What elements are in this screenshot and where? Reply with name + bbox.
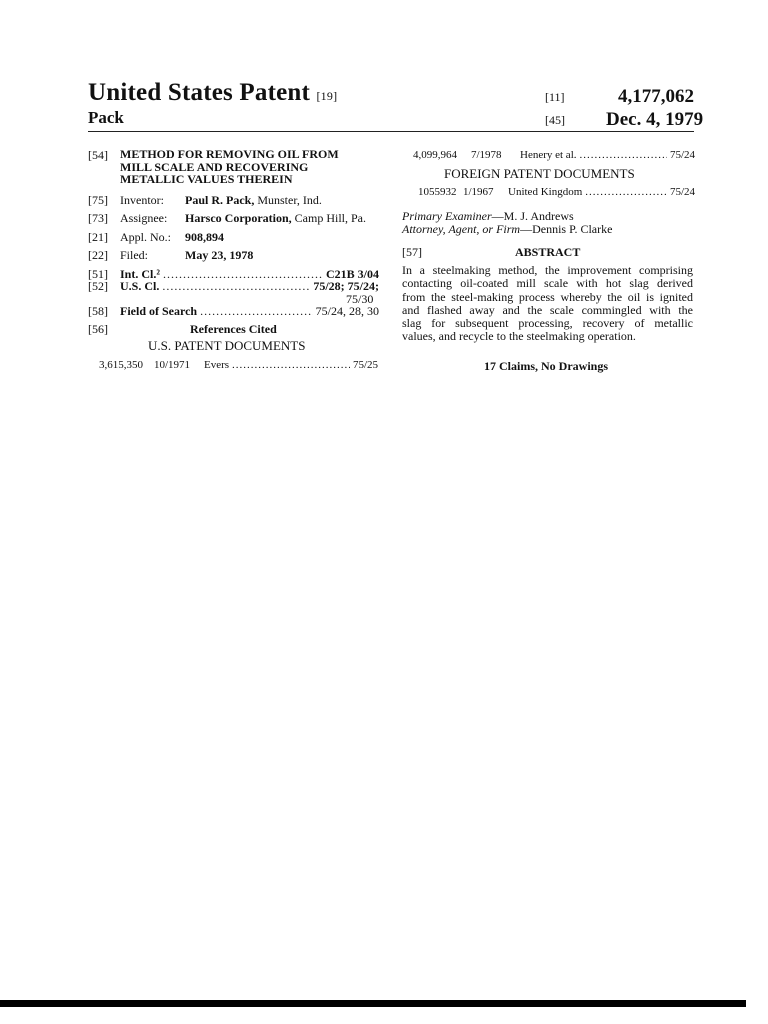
- inventor-tag: [75]: [88, 193, 108, 207]
- field-row: [120, 304, 379, 319]
- us-docs-heading: U.S. PATENT DOCUMENTS: [148, 338, 306, 353]
- ref-date: 7/1978: [471, 149, 502, 161]
- patent-number-tag: [11]: [545, 90, 565, 104]
- ref-number: 4,099,964: [413, 149, 457, 161]
- filed-tag: [22]: [88, 248, 108, 262]
- leader-dots: [232, 359, 350, 371]
- attorney-name: —Dennis P. Clarke: [520, 222, 613, 236]
- leader-dots: [162, 279, 310, 294]
- header-rule: [88, 131, 694, 132]
- abstract-heading: ABSTRACT: [515, 245, 581, 259]
- refs-heading: References Cited: [190, 322, 277, 336]
- patent-title: [88, 79, 337, 107]
- inventor-label: Inventor:: [120, 193, 164, 207]
- intcl-value: C21B 3/04: [325, 267, 379, 281]
- intcl-label: Int. Cl.²: [120, 267, 160, 281]
- leader-dots: [200, 304, 313, 319]
- field-value: 75/24, 28, 30: [315, 304, 379, 318]
- uscl-value-text: 75/28; 75/24;: [313, 279, 379, 293]
- field-tag: [58]: [88, 304, 108, 318]
- assignee-field: [185, 211, 366, 226]
- assignee-tag: [73]: [88, 211, 108, 225]
- inventor-place: Munster, Ind.: [257, 193, 322, 207]
- foreign-number: 1055932: [418, 186, 457, 198]
- abstract-line: and flashed away and the scale commingled with the: [402, 302, 693, 317]
- field-label: Field of Search: [120, 304, 198, 318]
- examiner-name: —M. J. Andrews: [491, 209, 574, 223]
- ref-row: [520, 149, 695, 161]
- invention-title-line: METALLIC VALUES THEREIN: [120, 172, 293, 186]
- foreign-country: United Kingdom: [508, 186, 583, 198]
- refs-tag: [56]: [88, 322, 108, 336]
- patent-date: Dec. 4, 1979: [606, 109, 704, 130]
- ref-name: Henery et al.: [520, 149, 577, 161]
- filed-value: May 23, 1978: [185, 248, 254, 262]
- abstract-line: values, and recycle to the steelmaking operation.: [402, 329, 636, 344]
- claims-summary: 17 Claims, No Drawings: [484, 359, 609, 373]
- uscl-value2: 75/30: [346, 292, 374, 306]
- invention-title-line: METHOD FOR REMOVING OIL FROM: [120, 147, 339, 161]
- intcl-tag: [51]: [88, 267, 108, 281]
- invention-title-line: MILL SCALE AND RECOVERING: [120, 159, 309, 174]
- inventor-name: Paul R. Pack,: [185, 193, 255, 207]
- title-field-tag: [54]: [88, 148, 108, 162]
- page-bottom-bar: [0, 1000, 746, 1007]
- appl-value: 908,894: [185, 230, 224, 244]
- abstract-line: contacting oil-coated mill scale with hot slag derived: [402, 276, 693, 291]
- title-tag: [19]: [316, 89, 338, 103]
- inventor-surname: Pack: [88, 108, 124, 127]
- inventor-field: [185, 193, 322, 208]
- uscl-tag: [52]: [88, 279, 108, 293]
- abstract-body: [402, 264, 693, 344]
- abstract-line: from the steel-making process whereby the oil is ignited: [402, 289, 693, 304]
- foreign-class: 75/24: [669, 186, 695, 198]
- assignee-label: Assignee:: [120, 211, 168, 225]
- attorney-line: [402, 222, 612, 237]
- abstract-line: In a steelmaking method, the improvement comprising: [402, 263, 693, 277]
- ref-class: 75/24: [669, 149, 695, 161]
- examiner-label: Primary Examiner: [402, 209, 492, 223]
- assignee-name: Harsco Corporation,: [185, 211, 292, 225]
- appl-label: Appl. No.:: [120, 230, 171, 244]
- date-tag: [45]: [545, 113, 565, 127]
- leader-dots: [580, 149, 667, 161]
- uscl-row: [120, 279, 379, 294]
- foreign-docs-heading: FOREIGN PATENT DOCUMENTS: [444, 166, 635, 181]
- us-doc-row: [204, 359, 378, 371]
- invention-title: [120, 148, 339, 186]
- attorney-label: Attorney, Agent, or Firm: [402, 222, 521, 236]
- foreign-row: [508, 186, 695, 198]
- us-doc-number: 3,615,350: [99, 359, 143, 371]
- assignee-place: Camp Hill, Pa.: [294, 211, 366, 225]
- uscl-label: U.S. Cl.: [120, 279, 160, 293]
- leader-dots: [585, 186, 667, 198]
- patent-number: 4,177,062: [618, 86, 694, 107]
- patent-title-text: United States Patent: [88, 79, 311, 106]
- abstract-tag: [57]: [402, 245, 422, 259]
- abstract-line: slag for subsequent processing, recovery of metallic: [402, 316, 693, 331]
- us-doc-date: 10/1971: [154, 359, 191, 371]
- appl-tag: [21]: [88, 230, 108, 244]
- filed-label: Filed:: [120, 248, 149, 262]
- foreign-date: 1/1967: [463, 186, 494, 198]
- us-doc-class: 75/25: [352, 359, 378, 371]
- us-doc-name: Evers: [204, 359, 230, 371]
